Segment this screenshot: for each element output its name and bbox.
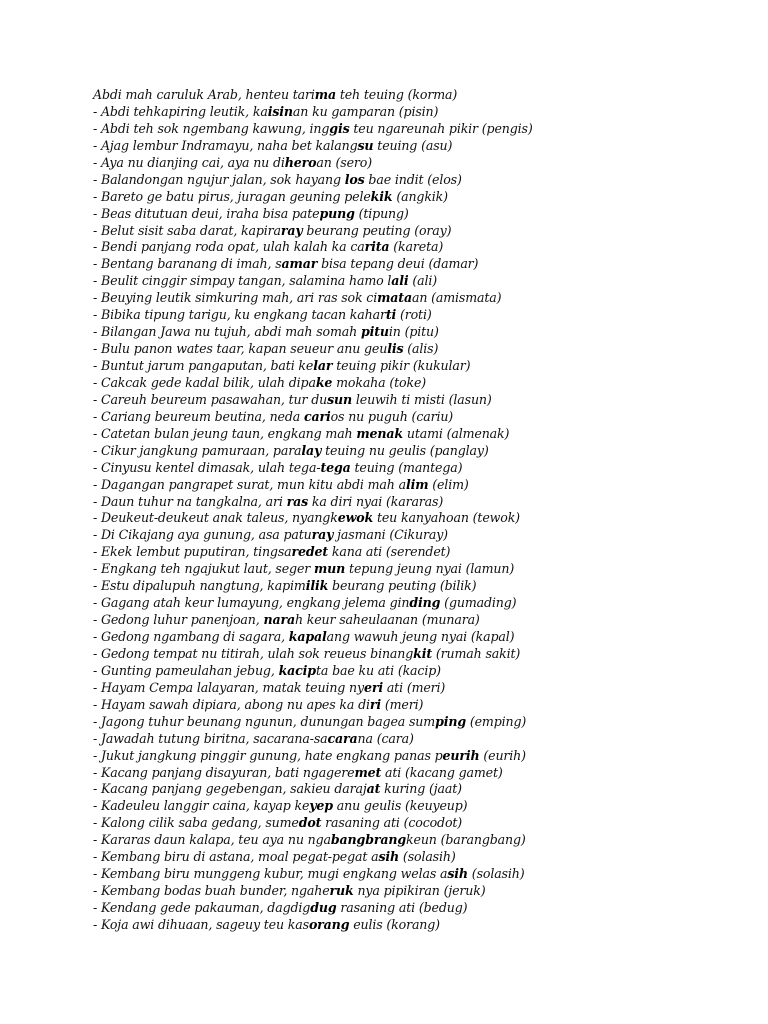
line-text-bold: tega <box>320 459 351 475</box>
line-text-after: teuing pikir (kukular) <box>332 358 471 373</box>
line-text-after: (solasih) <box>467 866 525 882</box>
line-text-before: - Ajag lembur Indramayu, naha bet kalang <box>93 137 358 153</box>
line-text-after: an (sero) <box>316 154 372 170</box>
line-text-bold: ma <box>314 87 336 102</box>
line-text-before: - Buntut jarum pangaputan, bati ke <box>93 358 314 373</box>
pantun-line <box>93 917 753 934</box>
line-text-after: (meri) <box>381 696 424 712</box>
pantun-line <box>93 409 753 426</box>
line-text-after: teuing nu geulis (panglay) <box>321 442 489 458</box>
line-text-after: na (cara) <box>357 730 414 746</box>
pantun-line <box>93 494 753 511</box>
line-text-after: leuwih ti misti (lasun) <box>352 391 492 407</box>
line-text-before: - Beulit cinggir simpay tangan, salamina hamo l <box>93 273 392 289</box>
pantun-line <box>93 646 753 663</box>
line-text-before: - Hayam sawah dipiara, abong nu apes ka di <box>93 696 370 712</box>
line-text-bold: ewok <box>337 510 374 526</box>
pantun-line <box>93 578 753 595</box>
pantun-line <box>93 765 753 782</box>
line-text-bold: ilik <box>305 578 329 594</box>
line-text-bold: ruk <box>329 883 354 899</box>
line-text-bold: ke <box>315 374 333 390</box>
pantun-line <box>93 358 753 375</box>
line-text-after: beurang peuting (bilik) <box>328 578 477 594</box>
line-text-before: - Bareto ge batu pirus, juragan geuning pele <box>93 188 371 204</box>
line-text-bold: eri <box>363 679 383 695</box>
pantun-line <box>93 798 753 815</box>
line-text-before: - Jawadah tutung biritna, sacarana-sa <box>93 730 328 746</box>
line-text-before: - Belut sisit saba darat, kapira <box>93 222 281 238</box>
pantun-line <box>93 680 753 697</box>
line-text-bold: hero <box>284 154 317 170</box>
pantun-line <box>93 731 753 748</box>
line-text-after: (emping) <box>466 713 527 729</box>
line-text-bold: kacip <box>278 662 316 678</box>
pantun-line <box>93 629 753 646</box>
line-text-before: - Cinyusu kentel dimasak, ulah tega- <box>93 459 321 475</box>
pantun-line <box>93 324 753 341</box>
line-text-bold: ping <box>435 713 467 729</box>
line-text-before: - Kararas daun kalapa, teu aya nu nga <box>93 832 331 848</box>
line-text-after: (rumah sakit) <box>432 645 521 661</box>
pantun-line <box>93 104 753 121</box>
line-text-after: teu ngareunah pikir (pengis) <box>349 120 533 136</box>
line-text-after: teu kanyahoan (tewok) <box>373 510 520 526</box>
pantun-line <box>93 883 753 900</box>
line-text-after: nya pipikiran (jeruk) <box>353 883 486 899</box>
line-text-bold: kik <box>370 188 393 204</box>
line-text-before: - Bendi panjang roda opat, ulah kalah ka ca <box>93 239 365 255</box>
line-text-before: - Kalong cilik saba gedang, sume <box>93 815 299 831</box>
line-text-bold: lis <box>387 341 404 357</box>
line-text-after: os nu puguh (cariu) <box>330 408 454 424</box>
pantun-line <box>93 223 753 240</box>
line-text-before: - Catetan bulan jeung taun, engkang mah <box>93 425 357 441</box>
line-text-after: kuring (jaat) <box>380 781 462 797</box>
line-text-bold: yep <box>309 798 333 814</box>
pantun-line <box>93 87 753 104</box>
line-text-before: - Beas ditutuan deui, iraha bisa pate <box>93 205 320 221</box>
pantun-line <box>93 239 753 256</box>
line-text-bold: ding <box>409 595 441 611</box>
line-text-bold: ali <box>391 273 409 289</box>
line-text-before: - Abdi teh sok ngembang kawung, ing <box>93 120 330 136</box>
line-text-before: - Engkang teh ngajukut laut, seger <box>93 561 314 577</box>
line-text-before: - Gedong ngambang di sagara, <box>93 629 289 644</box>
line-text-after: teuing (mantega) <box>350 459 463 475</box>
line-text-before: - Bibika tipung tarigu, ku engkang tacan kahar <box>93 307 386 323</box>
pantun-line <box>93 815 753 832</box>
line-text-bold: at <box>366 781 381 797</box>
line-text-before: - Cakcak gede kadal bilik, ulah dipa <box>93 374 316 390</box>
line-text-bold: sun <box>327 391 353 407</box>
line-text-after: bae indit (elos) <box>364 171 462 187</box>
pantun-line <box>93 527 753 544</box>
line-text-bold: gis <box>329 120 350 136</box>
line-text-bold: mun <box>314 561 346 577</box>
line-text-after: eulis (korang) <box>349 916 440 932</box>
line-text-after: ang wawuh jeung nyai (kapal) <box>326 629 515 644</box>
line-text-bold: los <box>344 171 365 187</box>
line-text-before: - Cariang beureum beutina, neda <box>93 408 304 424</box>
line-text-before: - Bulu panon wates taar, kapan seueur anu geu <box>93 341 388 357</box>
line-text-after: teh teuing (korma) <box>335 87 458 102</box>
line-text-after: (angkik) <box>392 188 448 204</box>
line-text-after: ka diri nyai (kararas) <box>308 493 444 509</box>
line-text-before: - Bilangan Jawa nu tujuh, abdi mah somah <box>93 324 361 340</box>
line-text-after: h keur saheulaanan (munara) <box>294 612 480 628</box>
line-text-after: ta bae ku ati (kacip) <box>315 662 441 678</box>
line-text-before: - Gagang atah keur lumayung, engkang jelema gin <box>93 595 410 611</box>
pantun-line <box>93 663 753 680</box>
pantun-line <box>93 189 753 206</box>
line-text-bold: su <box>357 137 374 153</box>
pantun-line <box>93 477 753 494</box>
pantun-line <box>93 866 753 883</box>
pantun-line <box>93 443 753 460</box>
line-text-bold: ri <box>369 696 382 712</box>
line-text-bold: kapal <box>288 629 327 644</box>
line-text-bold: orang <box>308 916 350 932</box>
pantun-line <box>93 900 753 917</box>
line-text-after: (roti) <box>396 307 432 323</box>
line-text-bold: sih <box>447 866 468 882</box>
pantun-line <box>93 426 753 443</box>
line-text-bold: sih <box>378 849 400 865</box>
line-text-before: - Jagong tuhur beunang ngunun, dunungan bagea sum <box>93 713 436 729</box>
pantun-line <box>93 748 753 765</box>
line-text-bold: mata <box>377 290 412 306</box>
line-text-before: - Jukut jangkung pinggir gunung, hate engkang panas p <box>93 747 443 763</box>
pantun-line <box>93 121 753 138</box>
pantun-list <box>93 87 753 934</box>
line-text-after: (gumading) <box>440 595 517 611</box>
pantun-line <box>93 714 753 731</box>
line-text-bold: eurih <box>442 747 480 763</box>
line-text-before: - Beuying leutik simkuring mah, ari ras sok ci <box>93 290 378 306</box>
line-text-bold: ray <box>311 527 334 543</box>
pantun-line <box>93 392 753 409</box>
line-text-bold: dot <box>298 815 322 831</box>
line-text-before: - Daun tuhur na tangkalna, ari <box>93 493 287 509</box>
line-text-before: - Di Cikajang aya gunung, asa patu <box>93 527 312 543</box>
line-text-bold: lar <box>313 358 333 373</box>
line-text-after: jasmani (Cikuray) <box>333 527 448 543</box>
line-text-before: - Careuh beureum pasawahan, tur du <box>93 391 328 407</box>
pantun-line <box>93 290 753 307</box>
line-text-bold: pitu <box>360 324 389 340</box>
line-text-bold: lay <box>301 442 322 458</box>
line-text-bold: cari <box>303 408 331 424</box>
pantun-line <box>93 460 753 477</box>
pantun-line <box>93 561 753 578</box>
line-text-after: an (amismata) <box>411 290 502 306</box>
line-text-before: - Kembang biru munggeng kubur, mugi engkang welas a <box>93 866 448 882</box>
line-text-after: kana ati (serendet) <box>328 544 451 560</box>
line-text-before: - Koja awi dihuaan, sageuy teu kas <box>93 916 309 932</box>
line-text-bold: dug <box>310 900 337 915</box>
line-text-before: - Kembang biru di astana, moal pegat-pegat a <box>93 849 379 865</box>
line-text-before: - Ekek lembut puputiran, tingsa <box>93 544 292 560</box>
pantun-line <box>93 832 753 849</box>
line-text-before: - Bentang baranang di imah, s <box>93 256 282 272</box>
line-text-before: Abdi mah caruluk Arab, henteu tari <box>93 87 315 102</box>
line-text-after: rasaning ati (bedug) <box>336 900 468 915</box>
line-text-after: in (pitu) <box>388 324 439 340</box>
pantun-line <box>93 781 753 798</box>
pantun-line <box>93 375 753 392</box>
line-text-before: - Dagangan pangrapet surat, mun kitu abdi mah a <box>93 476 406 492</box>
pantun-line <box>93 544 753 561</box>
pantun-line <box>93 256 753 273</box>
line-text-bold: kit <box>413 645 433 661</box>
line-text-before: - Cikur jangkung pamuraan, para <box>93 442 302 458</box>
pantun-line <box>93 510 753 527</box>
line-text-after: teuing (asu) <box>373 137 453 153</box>
pantun-line <box>93 697 753 714</box>
line-text-before: - Kacang panjang gegebengan, sakieu daraj <box>93 781 367 797</box>
line-text-after: (kareta) <box>389 239 444 255</box>
line-text-after: ati (kacang gamet) <box>381 764 503 780</box>
line-text-after: (ali) <box>408 273 438 289</box>
line-text-before: - Abdi tehkapiring leutik, ka <box>93 103 268 119</box>
line-text-before: - Kembang bodas buah bunder, ngahe <box>93 883 330 899</box>
line-text-after: rasaning ati (cocodot) <box>321 815 463 831</box>
line-text-after: keun (barangbang) <box>406 832 526 848</box>
line-text-after: (tipung) <box>354 205 409 221</box>
line-text-after: bisa tepang deui (damar) <box>317 256 479 272</box>
pantun-line <box>93 341 753 358</box>
line-text-bold: ti <box>385 307 397 323</box>
line-text-after: (alis) <box>403 341 439 357</box>
pantun-line <box>93 612 753 629</box>
line-text-before: - Estu dipalupuh nangtung, kapim <box>93 578 306 594</box>
pantun-line <box>93 307 753 324</box>
line-text-after: ati (meri) <box>382 679 446 695</box>
line-text-before: - Hayam Cempa lalayaran, matak teuing ny <box>93 679 364 695</box>
line-text-after: utami (almenak) <box>403 425 510 441</box>
line-text-bold: isin <box>267 103 293 119</box>
line-text-bold: menak <box>356 425 404 441</box>
pantun-line <box>93 172 753 189</box>
line-text-bold: lim <box>405 476 429 492</box>
line-text-bold: rita <box>364 239 390 255</box>
line-text-bold: bangbrang <box>330 832 407 848</box>
line-text-before: - Gedong tempat nu titirah, ulah sok reueus binang <box>93 645 414 661</box>
line-text-before: - Gedong luhur panenjoan, <box>93 612 264 628</box>
line-text-before: - Kendang gede pakauman, dagdig <box>93 900 311 915</box>
line-text-bold: ras <box>286 493 309 509</box>
line-text-before: - Deukeut-deukeut anak taleus, nyangk <box>93 510 338 526</box>
line-text-after: tepung jeung nyai (lamun) <box>345 561 515 577</box>
line-text-after: (solasih) <box>399 849 456 865</box>
line-text-bold: amar <box>281 256 318 272</box>
line-text-after: anu geulis (keuyeup) <box>332 798 468 814</box>
pantun-line <box>93 595 753 612</box>
line-text-after: an ku gamparan (pisin) <box>292 103 439 119</box>
line-text-after: mokaha (toke) <box>332 374 427 390</box>
line-text-after: (elim) <box>428 476 469 492</box>
line-text-bold: ray <box>280 222 303 238</box>
line-text-after: beurang peuting (oray) <box>302 222 452 238</box>
line-text-before: - Gunting pameulahan jebug, <box>93 662 279 678</box>
line-text-before: - Kacang panjang disayuran, bati ngagere <box>93 764 355 780</box>
pantun-line <box>93 138 753 155</box>
pantun-line <box>93 273 753 290</box>
line-text-after: (eurih) <box>479 747 526 763</box>
line-text-bold: cara <box>327 730 358 746</box>
line-text-before: - Balandongan ngujur jalan, sok hayang <box>93 171 345 187</box>
line-text-bold: pung <box>319 205 355 221</box>
pantun-line <box>93 155 753 172</box>
pantun-line <box>93 206 753 223</box>
line-text-bold: nara <box>263 612 295 628</box>
line-text-bold: met <box>354 764 382 780</box>
pantun-line <box>93 849 753 866</box>
line-text-before: - Kadeuleu langgir caina, kayap ke <box>93 798 310 814</box>
line-text-bold: redet <box>291 544 329 560</box>
line-text-before: - Aya nu dianjing cai, aya nu di <box>93 154 285 170</box>
